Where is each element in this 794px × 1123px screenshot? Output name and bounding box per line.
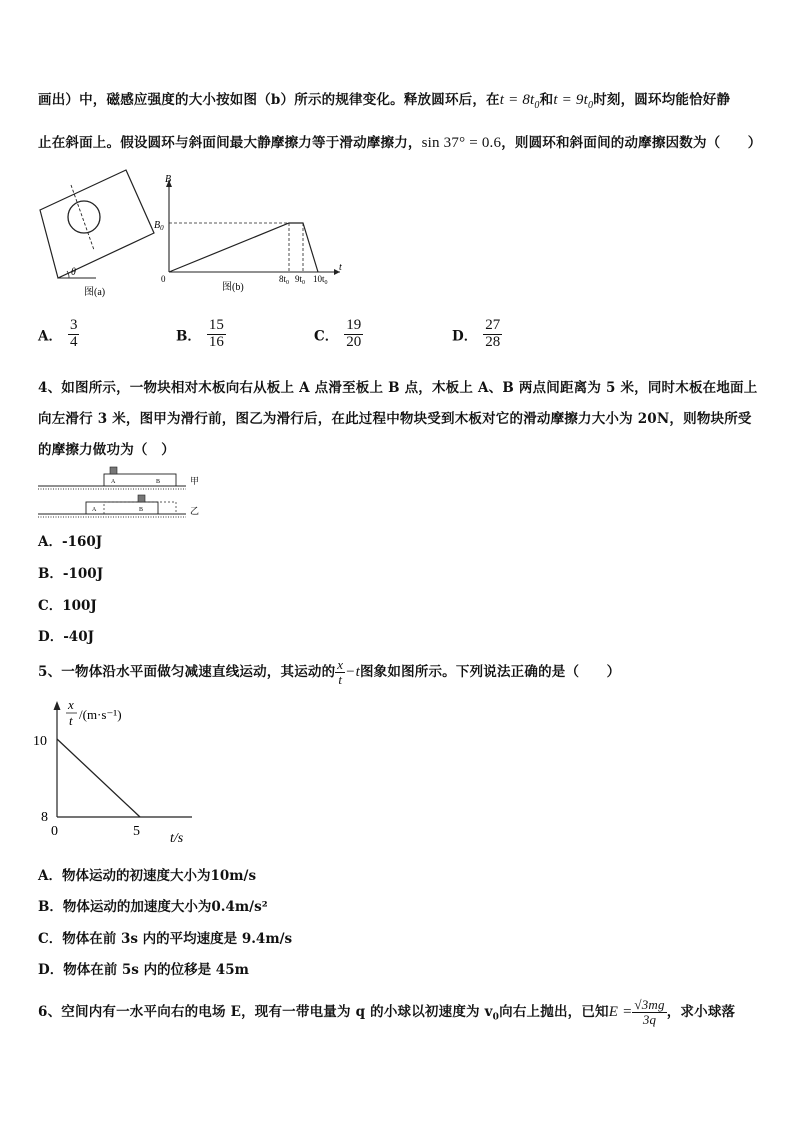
fig-b-caption: 图(b): [222, 282, 244, 293]
q4-figure: [38, 462, 208, 522]
svg-text:A: A: [92, 507, 97, 513]
block-jia: [110, 467, 117, 474]
q4-option-c[interactable]: C．100J: [38, 598, 97, 614]
block-yi: [138, 495, 145, 502]
q6-stem: 6、空间内有一水平向右的电场 E，现有一带电量为 q 的小球以初速度为 $v_0$向右上抛出，已知E = $\frac{√3mg}{3q}$ ，求小球落: [38, 997, 736, 1027]
q5-chart: [30, 695, 200, 845]
q5-option-b[interactable]: B．物体运动的加速度大小为0.4m/s²: [38, 899, 268, 915]
q5-option-d[interactable]: D．物体在前 5s 内的位移是 45m: [38, 962, 249, 978]
q3-line-2: 止在斜面上。假设圆环与斜面间最大静摩擦力等于滑动摩擦力，sin 37° = 0.6，则圆环和斜面间的动摩擦因数为（ ）: [38, 135, 762, 151]
q4-line-2: 向左滑行 3 米，图甲为滑行前，图乙为滑行后，在此过程中物块受到木板对它的滑动摩擦力大小为 20N，则物块所受: [38, 411, 752, 427]
sin37-expr: sin 37° = 0.6: [421, 135, 502, 151]
svg-text:A: A: [111, 479, 116, 485]
tick-10t0: $10t_0$: [313, 274, 328, 286]
q5-ytick-10: 10: [33, 734, 47, 749]
b-x-label: t: [339, 262, 342, 273]
b-origin: 0: [161, 274, 166, 284]
q5-series-line: [57, 739, 140, 817]
q5-ylabel-num: x: [68, 697, 74, 712]
q5-ylabel-unit: /(m·s⁻¹): [79, 707, 122, 722]
q3-option-a[interactable]: A． $\frac{3}{4}$: [38, 317, 78, 350]
frac-19-20: $\frac{19}{20}$: [346, 317, 362, 350]
label-jia: 甲: [190, 476, 200, 486]
label-yi: 乙: [190, 506, 200, 516]
q4-option-d[interactable]: D．-40J: [38, 629, 94, 645]
q4-line-3: 的摩擦力做功为（ ）: [38, 442, 175, 458]
q4-option-a[interactable]: A．-160J: [38, 534, 103, 550]
ring-circle: [68, 201, 100, 233]
field-fraction: $\frac{√3mg}{3q}$: [634, 997, 665, 1027]
q3-line-1: 画出）中，磁感应强度的大小按如图（b）所示的规律变化。释放圆环后，在$t = 8t_0$和$t = 9t_0$时刻，圆环均能恰好静: [38, 92, 731, 111]
q5-ytick-8: 8: [41, 810, 48, 825]
svg-text:B: B: [156, 479, 161, 485]
q5-y-arrow: [54, 701, 61, 710]
q5-ylabel-den: t: [69, 713, 73, 728]
q3-option-c[interactable]: C． $\frac{19}{20}$: [314, 317, 362, 350]
q4-option-b[interactable]: B．-100J: [38, 566, 104, 582]
field-boundary-dashed: [71, 185, 94, 250]
q4-line-1: 4、如图所示，一物块相对木板向右从板上 A 点滑至板上 B 点，木板上 A、B 两点间距离为 5 米，同时木板在地面上: [38, 380, 758, 396]
theta-label: θ: [71, 267, 76, 278]
q5-xlabel: t/s: [170, 831, 184, 845]
board-yi: [86, 502, 158, 514]
t9-expr: $t = 9t_0$: [553, 92, 594, 111]
frac-3-4: $\frac{3}{4}$: [69, 317, 78, 350]
t8-expr: $t = 8t_0$: [499, 92, 540, 111]
q5-option-a[interactable]: A．物体运动的初速度大小为10m/s: [38, 868, 257, 884]
q3-figure-a: [36, 165, 156, 300]
frac-15-16: $\frac{15}{16}$: [208, 317, 224, 350]
q5-option-c[interactable]: C．物体在前 3s 内的平均速度是 9.4m/s: [38, 931, 293, 947]
q3-option-b[interactable]: B． $\frac{15}{16}$: [176, 317, 224, 350]
theta-arc: [67, 271, 69, 278]
svg-text:B: B: [139, 507, 144, 513]
tick-8t0: $8t_0$: [279, 274, 290, 286]
x-over-t: $\frac{x}{t}$: [337, 657, 344, 687]
q5-xtick-5: 5: [133, 824, 140, 839]
frac-27-28: $\frac{27}{28}$: [485, 317, 501, 350]
b-curve: [169, 223, 318, 272]
q5-stem: 5、一物体沿水平面做匀减速直线运动，其运动的 $\frac{x}{t}$ −t图象如图所示。下列说法正确的是（ ）: [38, 657, 621, 687]
q3-option-d[interactable]: D． $\frac{27}{28}$: [452, 317, 501, 350]
q3-figure-b: [150, 170, 350, 295]
tick-9t0: $9t_0$: [295, 274, 306, 286]
b-y-label: B: [165, 174, 172, 185]
incline-block: [40, 170, 154, 278]
b0-tick: $B_0$: [154, 220, 164, 232]
fig-a-caption: 图(a): [84, 287, 106, 298]
q5-xtick-0: 0: [51, 824, 58, 839]
